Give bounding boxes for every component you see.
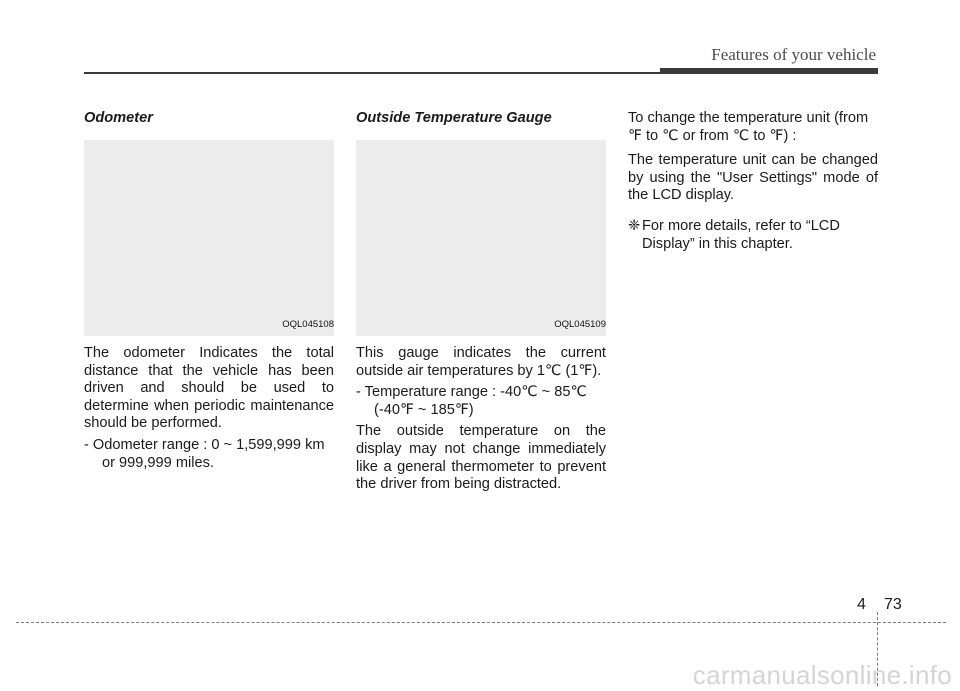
temperature-range-line1: - Temperature range : -40℃ ~ 85℃ xyxy=(356,384,587,401)
unit-change-intro: To change the temperature unit (from ℉ to ℃ or from ℃ to ℉) : xyxy=(628,110,869,144)
unit-change-description: The temperature unit can be changed by using the "User Settings" mode of the LCD display. xyxy=(628,152,878,204)
temperature-range-line2: (-40℉ ~ 185℉) xyxy=(374,401,474,418)
temperature-display-note: The outside temperature on the display may not change immediately like a general thermometer to prevent the driver from being distracted. xyxy=(356,423,606,493)
temperature-heading: Outside Temperature Gauge xyxy=(356,110,552,126)
header-rule xyxy=(84,72,660,74)
page-number: 73 xyxy=(884,596,902,613)
chapter-number: 4 xyxy=(857,596,866,613)
header-rule-accent xyxy=(660,68,878,74)
odometer-range-item xyxy=(84,437,334,472)
temperature-description: This gauge indicates the current outside air temperatures by 1℃ (1℉). xyxy=(356,345,606,379)
reference-note-text: For more details, refer to “LCD Display” in this chapter. xyxy=(642,217,840,252)
odometer-description: The odometer Indicates the total distance that the vehicle has been driven and should be used to determine when periodic maintenance should be performed. xyxy=(84,345,334,432)
footer-dashed-rule xyxy=(16,622,946,623)
odometer-heading: Odometer xyxy=(84,110,153,126)
column-odometer xyxy=(84,110,334,476)
temperature-range-item xyxy=(356,384,606,419)
odometer-range-line1: - Odometer range : 0 ~ 1,599,999 km xyxy=(84,436,325,453)
column-outside-temperature xyxy=(356,110,606,498)
note-mark-icon: ❈ xyxy=(628,217,641,234)
watermark: carmanualsonline.info xyxy=(692,660,952,690)
odometer-figure-code: OQL045108 xyxy=(282,319,334,331)
reference-note xyxy=(628,218,878,253)
temperature-figure-code: OQL045109 xyxy=(554,319,606,331)
running-title: Features of your vehicle xyxy=(711,45,876,64)
odometer-range-line2: or 999,999 miles. xyxy=(102,454,214,471)
column-temperature-unit xyxy=(628,110,878,253)
odometer-figure xyxy=(84,140,334,336)
temperature-figure xyxy=(356,140,606,336)
